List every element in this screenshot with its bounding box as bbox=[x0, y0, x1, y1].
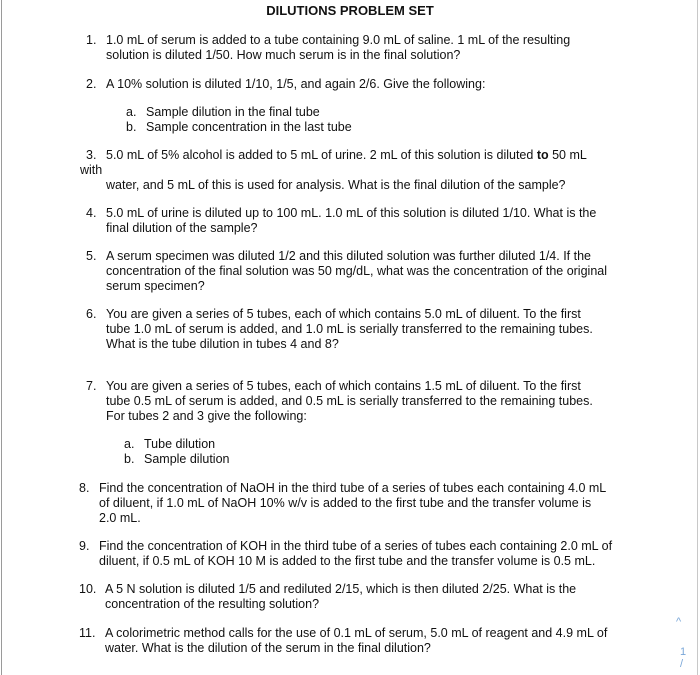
sub-item bbox=[124, 452, 229, 467]
question-text-line: Find the concentration of KOH in the third tube of a series of tubes each containing 2.0 mL of bbox=[99, 539, 613, 553]
question-text-line: water. What is the dilution of the serum in the final dilution? bbox=[105, 641, 431, 655]
question-text-line: 2.0 mL. bbox=[99, 511, 141, 525]
question-text-line: A 10% solution is diluted 1/10, 1/5, and again 2/6. Give the following: bbox=[106, 77, 486, 91]
page-title: DILUTIONS PROBLEM SET bbox=[266, 3, 434, 18]
question-text-line: solution is diluted 1/50. How much serum is in the final solution? bbox=[106, 48, 461, 62]
chevron-down-icon[interactable]: / bbox=[680, 658, 684, 670]
sub-item-label: a. bbox=[124, 437, 135, 451]
question-number: 4. bbox=[86, 206, 97, 220]
question-text-line: A colorimetric method calls for the use of 0.1 mL of serum, 5.0 mL of reagent and 4.9 mL of bbox=[105, 626, 608, 640]
question-text-line: 5.0 mL of urine is diluted up to 100 mL. 1.0 mL of this solution is diluted 1/10. What is the bbox=[106, 206, 597, 220]
chevron-up-icon[interactable]: ^ bbox=[676, 616, 682, 628]
page-border-left bbox=[1, 0, 2, 675]
bold-word: to bbox=[536, 148, 549, 162]
sub-item-label: b. bbox=[126, 120, 137, 134]
sub-item bbox=[126, 120, 352, 135]
question-text-line: You are given a series of 5 tubes, each of which contains 5.0 mL of diluent. To the first bbox=[106, 307, 581, 321]
sub-item-text: Sample dilution in the final tube bbox=[146, 105, 320, 119]
question-number: 11. bbox=[79, 626, 96, 640]
question-text-line: What is the tube dilution in tubes 4 and 8? bbox=[106, 337, 339, 351]
question-number: 1. bbox=[86, 33, 97, 47]
question-text-line: You are given a series of 5 tubes, each of which contains 1.5 mL of diluent. To the first bbox=[106, 379, 581, 393]
question-text-line: diluent, if 0.5 mL of KOH 10 M is added to the first tube and the transfer volume is 0.5 mL. bbox=[99, 554, 596, 568]
question-text-line: concentration of the final solution was 50 mg/dL, what was the concentration of the original bbox=[106, 264, 607, 278]
question-text-line: A 5 N solution is diluted 1/5 and rediluted 2/15, which is then diluted 2/25. What is the bbox=[105, 582, 577, 596]
question-text-line: of diluent, if 1.0 mL of NaOH 10% w/v is added to the first tube and the transfer volume is bbox=[99, 496, 592, 510]
question-text-line: 5.0 mL of 5% alcohol is added to 5 mL of urine. 2 mL of this solution is diluted to 50 mL bbox=[106, 148, 587, 162]
question-text-line: water, and 5 mL of this is used for analysis. What is the final dilution of the sample? bbox=[106, 178, 566, 192]
page-border-right bbox=[697, 0, 698, 675]
question-text-line: serum specimen? bbox=[106, 279, 205, 293]
question-text-line: final dilution of the sample? bbox=[106, 221, 258, 235]
sub-item-text: Tube dilution bbox=[144, 437, 216, 451]
question-text-line: For tubes 2 and 3 give the following: bbox=[106, 409, 307, 423]
question-text-line: with bbox=[80, 163, 103, 177]
question-text-line: tube 0.5 mL of serum is added, and 0.5 mL is serially transferred to the remaining tubes. bbox=[106, 394, 593, 408]
sub-item bbox=[124, 437, 215, 452]
question-number: 5. bbox=[86, 249, 97, 263]
question-text-line: tube 1.0 mL of serum is added, and 1.0 mL is serially transferred to the remaining tubes. bbox=[106, 322, 593, 336]
question-number: 3. bbox=[86, 148, 97, 162]
question-number: 9. bbox=[79, 539, 90, 553]
question-text-line: A serum specimen was diluted 1/2 and this diluted solution was further diluted 1/4. If the bbox=[106, 249, 591, 263]
page-number: 1 bbox=[680, 646, 687, 658]
question-text-line: 1.0 mL of serum is added to a tube containing 9.0 mL of saline. 1 mL of the resulting bbox=[106, 33, 571, 47]
sub-item-text: Sample dilution bbox=[144, 452, 230, 466]
sub-item-label: a. bbox=[126, 105, 137, 119]
question-number: 8. bbox=[79, 481, 90, 495]
question-number: 7. bbox=[86, 379, 97, 393]
question-text-line: concentration of the resulting solution? bbox=[105, 597, 320, 611]
question-number: 6. bbox=[86, 307, 97, 321]
question-text-line: Find the concentration of NaOH in the third tube of a series of tubes each containing 4.0 mL bbox=[99, 481, 607, 495]
question-number: 10. bbox=[79, 582, 97, 596]
sub-item-text: Sample concentration in the last tube bbox=[146, 120, 352, 134]
question-number: 2. bbox=[86, 77, 97, 91]
sub-item bbox=[126, 105, 320, 120]
sub-item-label: b. bbox=[124, 452, 135, 466]
